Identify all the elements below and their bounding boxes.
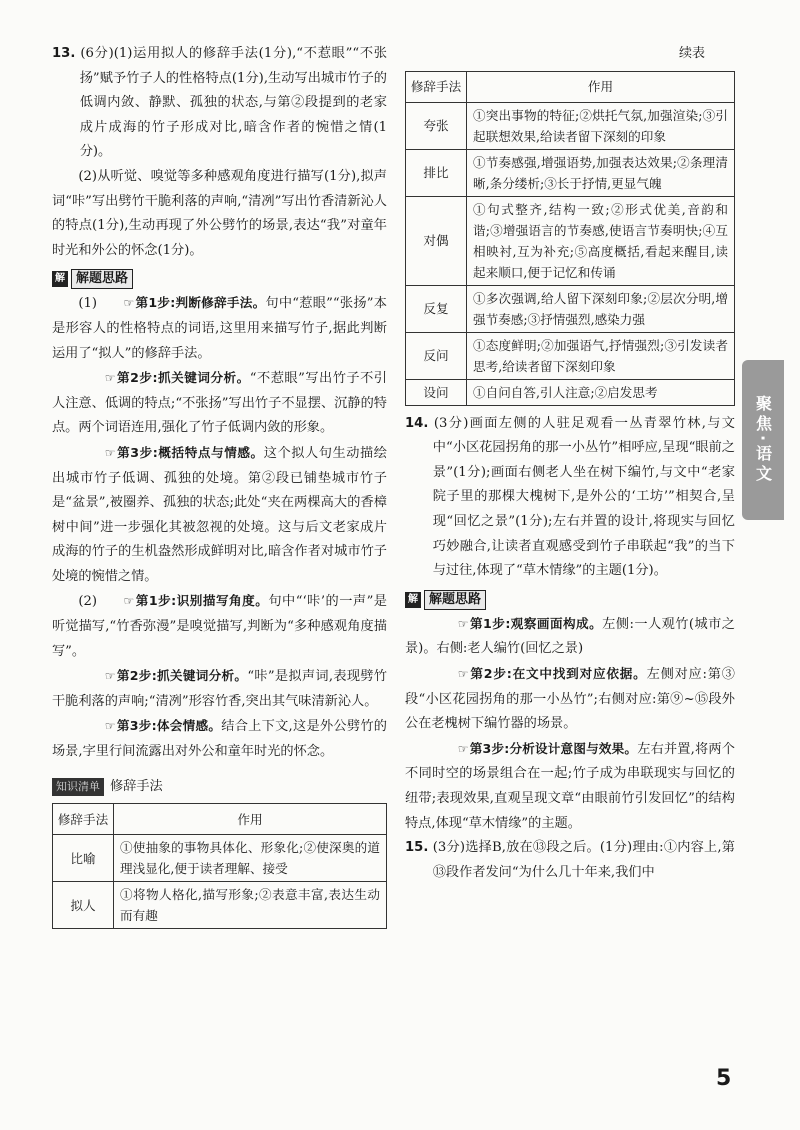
analysis-step-b3 [52, 714, 387, 764]
table-row [406, 196, 735, 285]
device-effect: ①句式整齐,结构一致;②形式优美,音韵和谐;③增强语言的节奏感,使语言节奏明快;④互相映衬,互为补充;⑤高度概括,看起来醒目,读起来顺口,便于记忆和传诵 [467, 196, 735, 285]
analysis-step-3 [52, 441, 387, 590]
q14-step-1 [405, 612, 735, 662]
q13-number: 13. [52, 46, 76, 61]
step-text: 左侧:一人观竹(城市之景)。右侧:老人编竹(回忆之景) [405, 616, 735, 657]
device-name: 拟人 [53, 882, 114, 929]
q14-step-2 [405, 662, 735, 737]
analysis-heading [405, 590, 486, 610]
q14-number: 14. [405, 415, 429, 431]
rhetoric-table-right [405, 71, 735, 406]
hand-pointer-icon: ☞ [104, 445, 116, 460]
step-text: “咔”是拟声词,表现劈竹干脆利落的声响;“清冽”形容竹香,突出其气味清新沁人。 [52, 669, 387, 709]
analysis-heading [52, 269, 133, 289]
device-name: 反问 [406, 332, 467, 379]
analysis-step-b1 [52, 589, 387, 664]
analysis-icon: 解 [405, 592, 421, 608]
device-name: 反复 [406, 285, 467, 332]
step-text: “不惹眼”写出竹子不引人注意、低调的特点;“不张扬”写出竹子不显摆、沉静的特点。两个词语连用,强化了竹子低调内敛的形象。 [52, 371, 387, 436]
step-label: 第2步:在文中找到对应依据。 [469, 665, 647, 681]
table-row [53, 882, 387, 929]
hand-pointer-icon: ☞ [104, 371, 116, 386]
device-name: 排比 [406, 149, 467, 196]
analysis-label: 解题思路 [424, 590, 486, 610]
table-row [53, 835, 387, 882]
side-tab-label: 聚焦·语文 [753, 394, 773, 486]
subject-side-tab [742, 360, 784, 520]
device-name: 对偶 [406, 196, 467, 285]
device-effect: ①自问自答,引人注意;②启发思考 [467, 379, 735, 405]
hand-pointer-icon: ☞ [457, 741, 469, 756]
table-header-row [53, 804, 387, 835]
left-column [52, 42, 387, 929]
table-header-device: 修辞手法 [53, 804, 114, 835]
step-label: 第1步:识别描写角度。 [135, 593, 269, 609]
hand-pointer-icon: ☞ [457, 616, 469, 631]
step-label: 第2步:抓关键词分析。 [116, 668, 248, 684]
step-label: 第1步:判断修辞手法。 [135, 295, 266, 311]
hand-pointer-icon: ☞ [104, 719, 116, 734]
device-effect: ①使抽象的事物具体化、形象化;②使深奥的道理浅显化,便于读者理解、接受 [114, 835, 387, 882]
analysis-label: 解题思路 [71, 269, 133, 289]
knowledge-title: 修辞手法 [110, 778, 163, 794]
device-name: 比喻 [53, 835, 114, 882]
hand-pointer-icon: ☞ [123, 594, 135, 609]
part-marker: (1) [78, 296, 98, 312]
analysis-step-b2 [52, 664, 387, 714]
device-effect: ①节奏感强,增强语势,加强表达效果;②条理清晰,条分缕析;③长于抒情,更显气魄 [467, 149, 735, 196]
hand-pointer-icon: ☞ [123, 296, 135, 311]
q15-answer [405, 836, 735, 885]
device-effect: ①突出事物的特征;②烘托气氛,加强渲染;③引起联想效果,给读者留下深刻的印象 [467, 102, 735, 149]
q15-number: 15. [405, 840, 429, 856]
table-row [406, 102, 735, 149]
q15-text: (3分)选择B,放在⑬段之后。(1分)理由:①内容上,第⑬段作者发问“为什么几十年来,我们中 [432, 840, 735, 880]
q14-step-3 [405, 737, 735, 836]
table-row [406, 332, 735, 379]
step-text: 这个拟人句生动描绘出城市竹子低调、孤独的处境。第②段已铺垫城市竹子是“盆景”,被圈养、孤独的状态;此处“夹在两棵高大的香樟树中间”进一步强化其被忽视的处境。这与后文老家成片成海的竹子的生机盎然形成鲜明对比,暗含作者对城市竹子处境的惋惜之情。 [52, 445, 387, 584]
analysis-step-1 [52, 291, 387, 366]
part-marker: (2) [78, 594, 98, 610]
step-text: 结合上下文,这是外公劈竹的场景,字里行间流露出对外公和童年时光的怀念。 [52, 719, 387, 760]
q13-part1 [52, 42, 387, 165]
table-header-effect: 作用 [467, 71, 735, 102]
knowledge-badge: 知识清单 [52, 778, 104, 796]
table-header-effect: 作用 [114, 804, 387, 835]
hand-pointer-icon: ☞ [457, 666, 469, 681]
rhetoric-table-left [52, 803, 387, 929]
step-label: 第3步:体会情感。 [116, 718, 222, 734]
analysis-step-2 [52, 366, 387, 441]
q14-text: (3分)画面左侧的人驻足观看一丛青翠竹林,与文中“小区花园拐角的那一小丛竹”相呼应,呈现“眼前之景”(1分);画面右侧老人坐在树下编竹,与文中“老家院子里的那棵大槐树下,是外公的‘工坊’”相契合,呈现“回忆之景”(1分);左右并置的设计,将现实与回忆巧妙融合,让读者直观感受到竹子串联起“我”的当下与过往,体现了“草木情缘”的主题(1分)。 [432, 415, 735, 579]
analysis-icon: 解 [52, 271, 68, 287]
device-name: 设问 [406, 379, 467, 405]
device-name: 夸张 [406, 102, 467, 149]
step-label: 第1步:观察画面构成。 [469, 615, 603, 631]
page-number: 5 [716, 1066, 732, 1091]
table-header-device: 修辞手法 [406, 71, 467, 102]
hand-pointer-icon: ☞ [104, 669, 116, 684]
device-effect: ①将物人格化,描写形象;②表意丰富,表达生动而有趣 [114, 882, 387, 929]
device-effect: ①态度鲜明;②加强语气,抒情强烈;③引发读者思考,给读者留下深刻印象 [467, 332, 735, 379]
table-continued-label: 续表 [678, 46, 705, 61]
table-row [406, 285, 735, 332]
knowledge-tip-heading [52, 775, 387, 800]
step-text: 左右并置,将两个不同时空的场景组合在一起;竹子成为串联现实与回忆的纽带;表现效果,直观呈现文章“由眼前竹引发回忆”的结构特点,体现“草木情缘”的主题。 [405, 741, 735, 831]
q13-answer-1: (6分)(1)运用拟人的修辞手法(1分),“不惹眼”“不张扬”赋予竹子人的性格特点(1分),生动写出城市竹子的低调内敛、静默、孤独的状态,与第②段提到的老家成片成海的竹子形成对比,暗含作者的惋惜之情(1分)。 [79, 46, 387, 160]
q14-answer [405, 412, 735, 584]
step-text: 句中“‘咔’的一声”是听觉描写,“竹香弥漫”是嗅觉描写,判断为“多种感观角度描写”。 [52, 594, 387, 659]
step-label: 第3步:分析设计意图与效果。 [469, 740, 638, 756]
table-row [406, 149, 735, 196]
step-label: 第3步:概括特点与情感。 [116, 444, 264, 460]
q13-part2: (2)从听觉、嗅觉等多种感观角度进行描写(1分),拟声词“咔”写出劈竹干脆利落的声响,“清冽”写出竹香清新沁人的特点(1分),生动再现了外公劈竹的场景,表达“我”对童年时光和外公的怀念(1分)。 [52, 168, 387, 258]
step-text: 句中“惹眼”“张扬”本是形容人的性格特点的词语,这里用来描写竹子,据此判断运用了“拟人”的修辞手法。 [52, 296, 387, 361]
device-effect: ①多次强调,给人留下深刻印象;②层次分明,增强节奏感;③抒情强烈,感染力强 [467, 285, 735, 332]
right-column [405, 42, 735, 885]
step-text: 左侧对应:第③段“小区花园拐角的那一小丛竹”;右侧对应:第⑨~⑮段外公在老槐树下编竹器的场景。 [405, 666, 735, 732]
table-header-row [406, 71, 735, 102]
table-row [406, 379, 735, 405]
step-label: 第2步:抓关键词分析。 [116, 370, 250, 386]
